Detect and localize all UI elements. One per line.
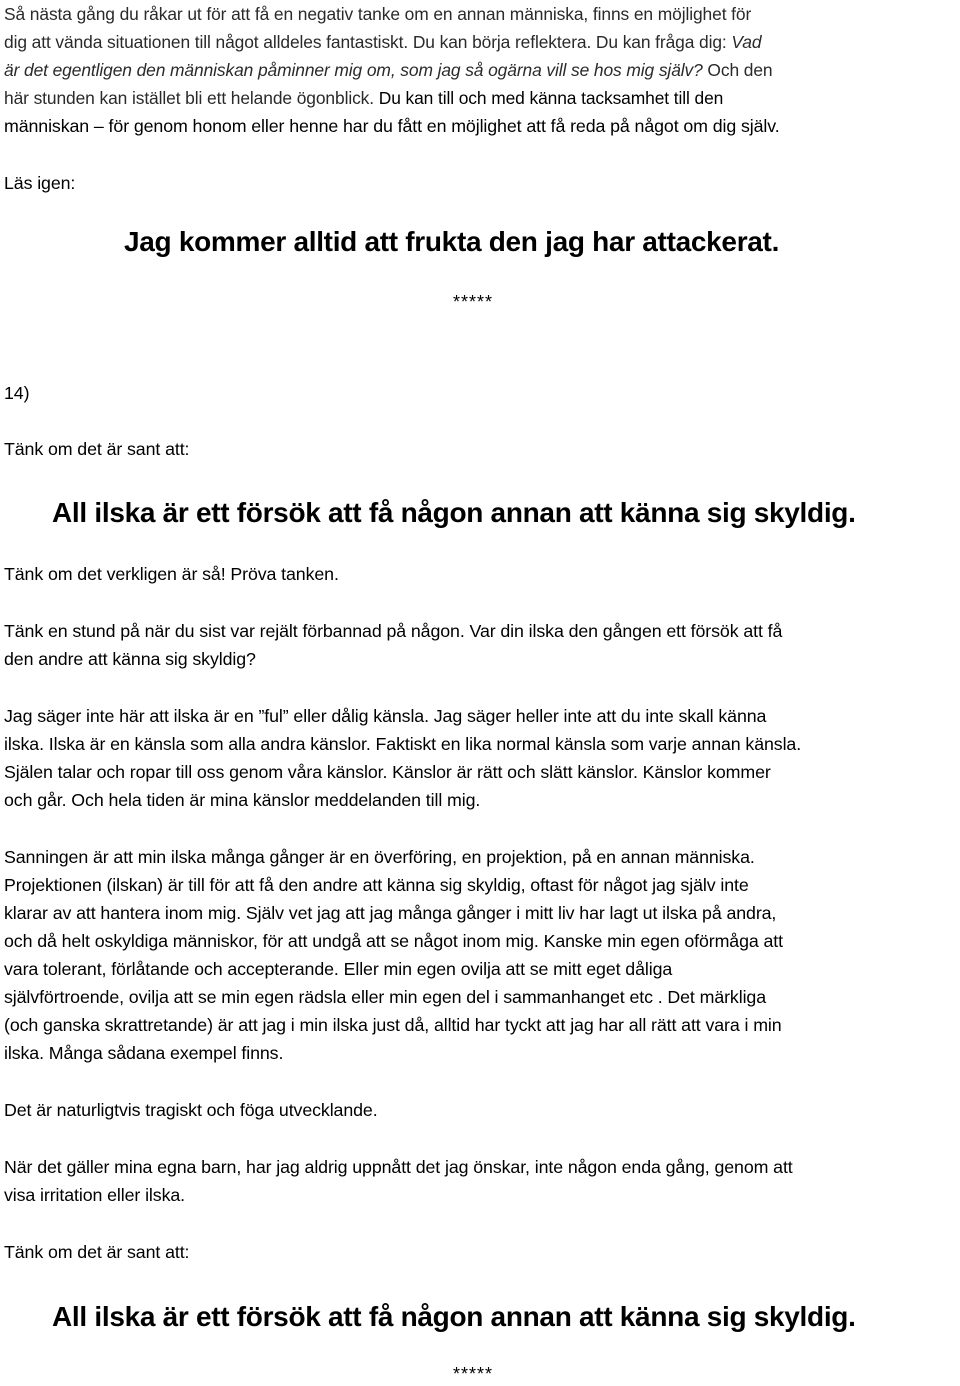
paragraph-not-saying-line-4: och går. Och hela tiden är mina känslor meddelanden till mig. [4,790,481,810]
intro-line-1: Så nästa gång du råkar ut för att få en negativ tanke om en annan människa, finns en möjlighet för [4,4,752,24]
reread-label: Läs igen: [4,173,76,193]
paragraph-moment-line-1: Tänk en stund på när du sist var rejält förbannad på någon. Var din ilska den gången ett försök att få [4,621,783,641]
paragraph-truth-line-4: och då helt oskyldiga människor, för att undgå att se något inom mig. Kanske min egen oförmåga att [4,931,783,951]
paragraph-not-saying-line-3: Själen talar och ropar till oss genom våra känslor. Känslor är rätt och slätt känslor. Känslor kommer [4,762,771,782]
intro-line-3 [4,56,772,84]
think-true-label-1: Tänk om det är sant att: [4,439,190,459]
statement-heading-14: All ilska är ett försök att få någon annan att känna sig skyldig. [52,497,856,528]
statement-heading-13: Jag kommer alltid att frukta den jag har attackerat. [124,226,780,257]
statement-heading-14-repeat: All ilska är ett försök att få någon annan att känna sig skyldig. [52,1301,856,1332]
paragraph-children-line-2: visa irritation eller ilska. [4,1185,185,1205]
paragraph-truth-line-7: (och ganska skrattretande) är att jag i min ilska just då, alltid har tyckt att jag har all rätt att vara i min [4,1015,782,1035]
intro-line-4 [4,84,723,112]
paragraph-truth-line-6: självförtroende, ovilja att se min egen rädsla eller min egen del i sammanhanget etc . Det märkliga [4,987,766,1007]
paragraph-truth-line-2: Projektionen (ilskan) är till för att få den andre att känna sig skyldig, oftast för något jag själv inte [4,875,749,895]
paragraph-truth-line-3: klarar av att hantera inom mig. Själv vet jag att jag många gånger i mitt liv har lagt ut ilska på andra, [4,903,777,923]
paragraph-children-line-1: När det gäller mina egna barn, har jag aldrig uppnått det jag önskar, inte någon enda gång, genom att [4,1157,793,1177]
paragraph-not-saying-line-1: Jag säger inte här att ilska är en ”ful” eller dålig känsla. Jag säger heller inte att du inte skall känna [4,706,767,726]
intro-line-4-text: här stunden kan istället bli ett helande ögonblick. [4,88,375,108]
paragraph-truth-line-8: ilska. Många sådana exempel finns. [4,1043,284,1063]
paragraph-truth-line-1: Sanningen är att min ilska många gånger är en överföring, en projektion, på en annan människa. [4,847,755,867]
paragraph-moment-line-2: den andre att känna sig skyldig? [4,649,256,669]
intro-line-5: människan – för genom honom eller henne har du fått en möjlighet att få reda på något om dig själv. [4,116,780,136]
intro-line-2-italic: Vad [731,32,762,52]
intro-line-3-text: Och den [702,60,773,80]
think-true-label-2: Tänk om det är sant att: [4,1242,190,1262]
paragraph-not-saying-line-2: ilska. Ilska är en känsla som alla andra känslor. Faktiskt en lika normal känsla som varje annan känsla. [4,734,802,754]
intro-line-3-italic: är det egentligen den människan påminner mig om, som jag så ogärna vill se hos mig själv? [4,60,703,80]
separator-2: ***** [453,1364,494,1384]
paragraph-tragic: Det är naturligtvis tragiskt och föga utvecklande. [4,1100,378,1120]
intro-line-2-text: dig att vända situationen till något alldeles fantastiskt. Du kan börja reflektera. Du kan fråga dig: [4,32,732,52]
paragraph-really: Tänk om det verkligen är så! Pröva tanken. [4,564,339,584]
paragraph-truth-line-5: vara tolerant, förlåtande och accepterande. Eller min egen ovilja att se mitt eget dåliga [4,959,673,979]
intro-line-4-text-b: Du kan till och med känna tacksamhet till den [374,88,724,108]
intro-line-2 [4,28,761,56]
section-number: 14) [4,383,30,403]
separator-1: ***** [453,292,494,312]
